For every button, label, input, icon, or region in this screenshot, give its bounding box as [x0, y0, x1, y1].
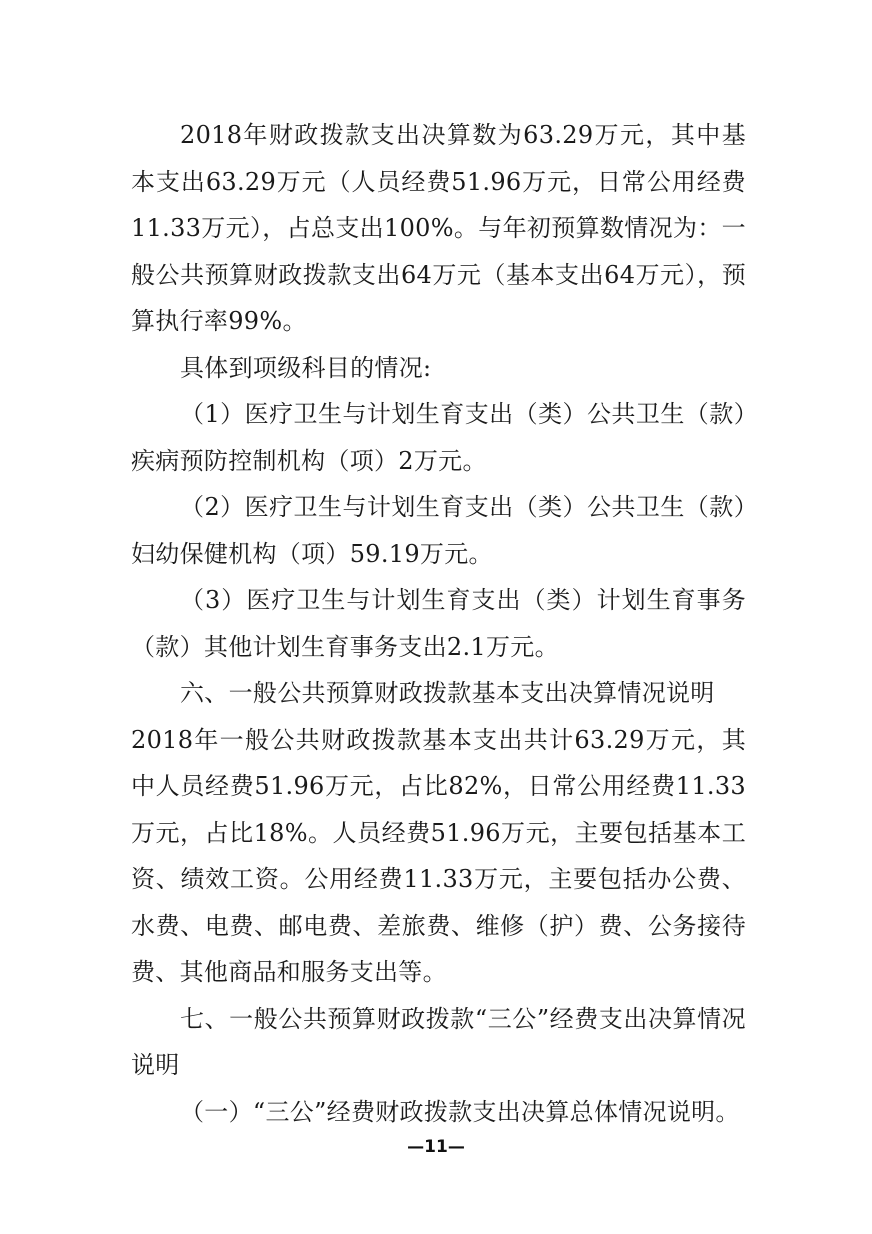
- page-number: —11—: [407, 1137, 465, 1157]
- section-heading-7: 七、一般公共预算财政拨款“三公”经费支出决算情况说明: [131, 1004, 746, 1079]
- paragraph-basic-expenditure: 2018年一般公共财政拨款基本支出共计63.29万元，其中人员经费51.96万元，占比82%，日常公用经费11.33万元，占比18%。人员经费51.96万元，主要包括基本工资、绩效工资。公用经费11.33万元，主要包括办公费、水费、电费、邮电费、差旅费、维修（护）费、公务接待费、其他商品和服务支出等。: [131, 725, 746, 986]
- paragraph-item-3-family-planning: （3）医疗卫生与计划生育支出（类）计划生育事务（款）其他计划生育事务支出2.1万元。: [131, 586, 746, 661]
- section-heading-6: 六、一般公共预算财政拨款基本支出决算情况说明: [180, 679, 715, 707]
- paragraph-item-2-maternal-child: （2）医疗卫生与计划生育支出（类）公共卫生（款）妇幼保健机构（项）59.19万元。: [131, 493, 746, 568]
- paragraph-budget-summary: 2018年财政拨款支出决算数为63.29万元，其中基本支出63.29万元（人员经费51.96万元，日常公用经费11.33万元），占总支出100%。与年初预算数情况为：一般公共预算财政拨款支出64万元（基本支出64万元），预算执行率99%。: [131, 121, 746, 335]
- paragraph-item-1-disease-control: （1）医疗卫生与计划生育支出（类）公共卫生（款）疾病预防控制机构（项）2万元。: [131, 400, 746, 475]
- document-body: [131, 112, 746, 1135]
- subsection-heading-1: （一）“三公”经费财政拨款支出决算总体情况说明。: [180, 1097, 740, 1126]
- paragraph-item-level-intro: 具体到项级科目的情况:: [180, 353, 432, 382]
